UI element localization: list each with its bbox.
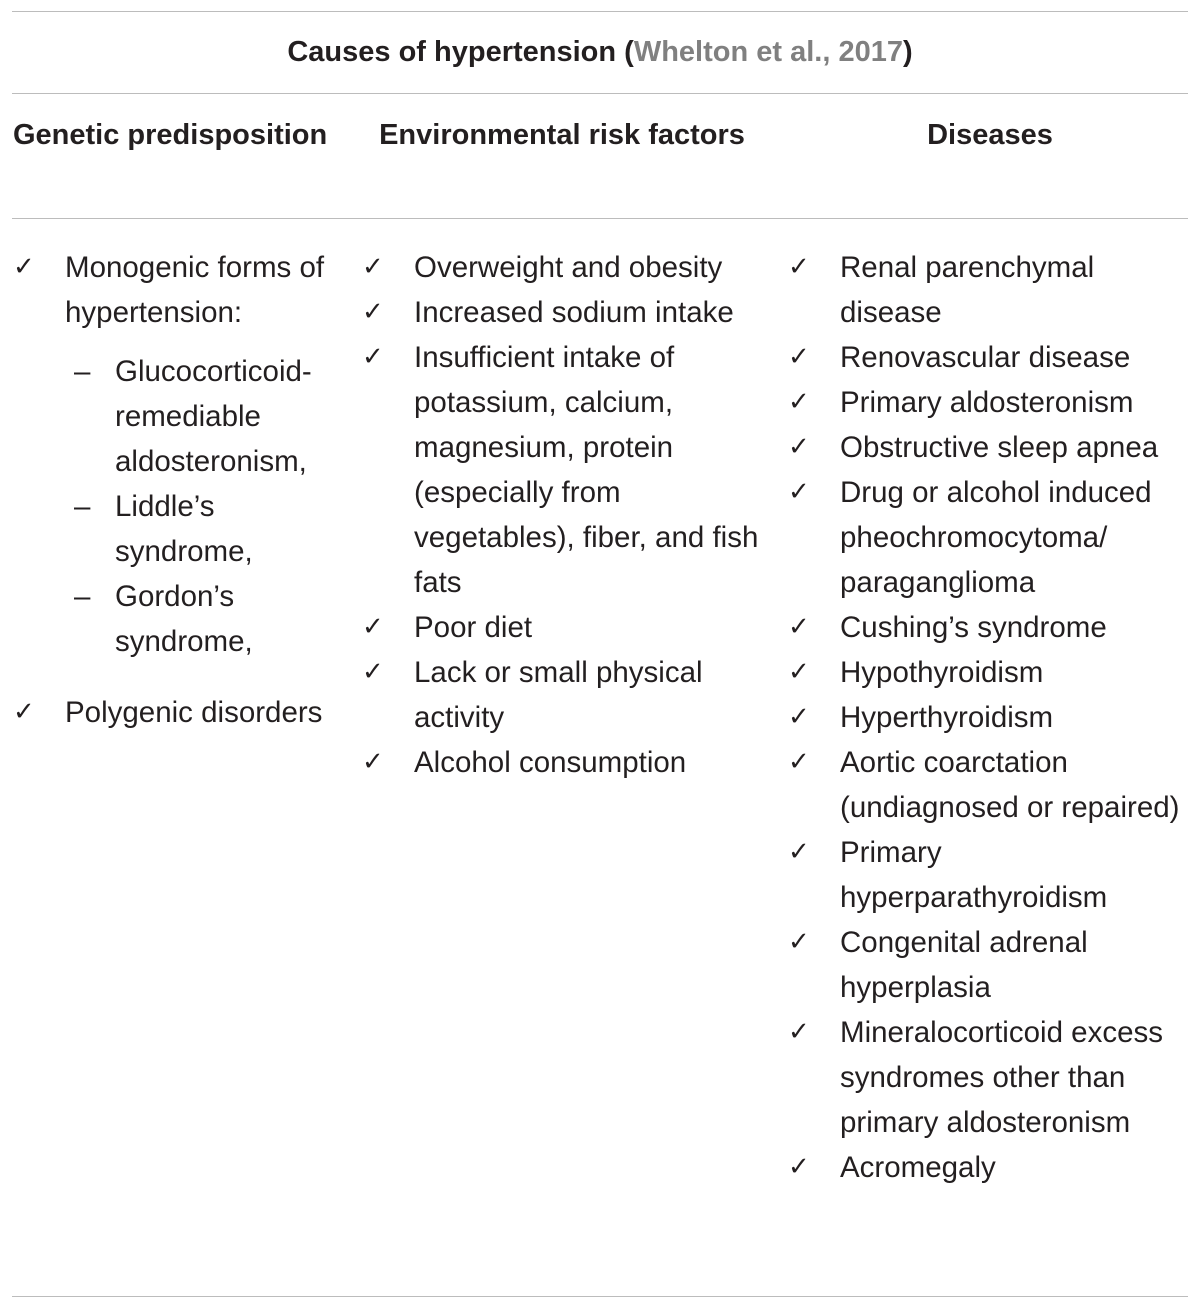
sub-list-item — [65, 484, 358, 574]
item-text: Hypothyroidism — [840, 656, 1044, 689]
list-item — [788, 1145, 1198, 1190]
check-mark-icon: ✓ — [362, 297, 384, 327]
title-text: Causes of hypertension ( — [287, 36, 634, 68]
check-mark-icon: ✓ — [788, 702, 810, 732]
check-mark-icon: ✓ — [362, 342, 384, 372]
column-header-genetic: Genetic predisposition — [13, 119, 328, 151]
item-text: Acromegaly — [840, 1151, 996, 1184]
sub-item-text: Glucocorticoid-remediable aldosteronism, — [115, 355, 312, 478]
check-mark-icon: ✓ — [788, 342, 810, 372]
check-mark-icon: ✓ — [362, 657, 384, 687]
sub-list-item — [65, 574, 358, 664]
check-mark-icon: ✓ — [788, 612, 810, 642]
check-mark-icon: ✓ — [788, 747, 810, 777]
check-mark-icon: ✓ — [788, 477, 810, 507]
item-text: Obstructive sleep apnea — [840, 431, 1159, 464]
item-text: Overweight and obesity — [414, 251, 723, 284]
check-mark-icon: ✓ — [362, 747, 384, 777]
item-text: Hyperthyroidism — [840, 701, 1054, 734]
bottom-rule — [12, 1296, 1188, 1297]
list-item — [362, 245, 772, 290]
check-mark-icon: ✓ — [362, 252, 384, 282]
item-text: Congenital adrenal hyperplasia — [840, 926, 1088, 1004]
list-item — [13, 690, 358, 735]
sub-item-text: Gordon’s syndrome, — [115, 580, 253, 658]
list-item — [362, 335, 772, 605]
list-item — [788, 695, 1198, 740]
genetic-column — [13, 245, 358, 735]
list-item — [788, 335, 1198, 380]
header-divider — [12, 218, 1188, 219]
check-mark-icon: ✓ — [788, 837, 810, 867]
sub-list-item — [65, 349, 358, 484]
item-text: Renovascular disease — [840, 341, 1131, 374]
title-close: ) — [902, 36, 913, 68]
check-mark-icon: ✓ — [13, 697, 35, 727]
environmental-column — [362, 245, 772, 785]
dash-icon: – — [74, 490, 91, 523]
item-text: Primary aldosteronism — [840, 386, 1134, 419]
check-mark-icon: ✓ — [788, 432, 810, 462]
item-text: Lack or small physical activity — [414, 656, 703, 734]
list-item — [788, 425, 1198, 470]
sub-list — [65, 349, 358, 664]
item-text: Poor diet — [414, 611, 533, 644]
list-item — [788, 245, 1198, 335]
item-text: Increased sodium intake — [414, 296, 734, 329]
column-header-environmental: Environmental risk factors — [379, 119, 745, 151]
check-mark-icon: ✓ — [362, 612, 384, 642]
list-item — [788, 740, 1198, 830]
column-header-diseases: Diseases — [927, 119, 1053, 151]
item-text: Primary hyperparathyroidism — [840, 836, 1108, 914]
list-item — [788, 380, 1198, 425]
check-mark-icon: ✓ — [788, 252, 810, 282]
title-divider — [12, 93, 1188, 94]
table-title — [0, 32, 1200, 72]
list-item — [788, 920, 1198, 1010]
list-item — [788, 605, 1198, 650]
list-item — [788, 650, 1198, 695]
check-mark-icon: ✓ — [13, 252, 35, 282]
item-text: Mineralocorticoid excess syndromes other than primary aldosteronism — [840, 1016, 1163, 1139]
list-item — [788, 470, 1198, 605]
item-text: Cushing’s syndrome — [840, 611, 1107, 644]
citation-link[interactable]: Whelton et al., 2017 — [633, 36, 903, 68]
list-item — [788, 1010, 1198, 1145]
check-mark-icon: ✓ — [788, 1152, 810, 1182]
list-item — [362, 740, 772, 785]
item-text: Insufficient intake of potassium, calcium, magnesium, protein (especially from vegetables), fiber, and fish fats — [414, 341, 759, 599]
check-mark-icon: ✓ — [788, 1017, 810, 1047]
dash-icon: – — [74, 355, 91, 388]
item-text: Polygenic disorders — [65, 696, 323, 729]
list-item — [362, 290, 772, 335]
check-mark-icon: ✓ — [788, 927, 810, 957]
item-text: Aortic coarctation (undiagnosed or repaired) — [840, 746, 1180, 824]
dash-icon: – — [74, 580, 91, 613]
check-mark-icon: ✓ — [788, 387, 810, 417]
list-item — [362, 605, 772, 650]
item-text: Monogenic forms of hypertension: — [65, 251, 325, 329]
diseases-column — [788, 245, 1198, 1190]
item-text: Drug or alcohol induced pheochromocytoma/ paraganglioma — [840, 476, 1152, 599]
check-mark-icon: ✓ — [788, 657, 810, 687]
list-item — [13, 245, 358, 664]
item-text: Renal parenchymal disease — [840, 251, 1095, 329]
item-text: Alcohol consumption — [414, 746, 687, 779]
list-item — [362, 650, 772, 740]
top-rule — [12, 11, 1188, 12]
list-item — [788, 830, 1198, 920]
sub-item-text: Liddle’s syndrome, — [115, 490, 253, 568]
